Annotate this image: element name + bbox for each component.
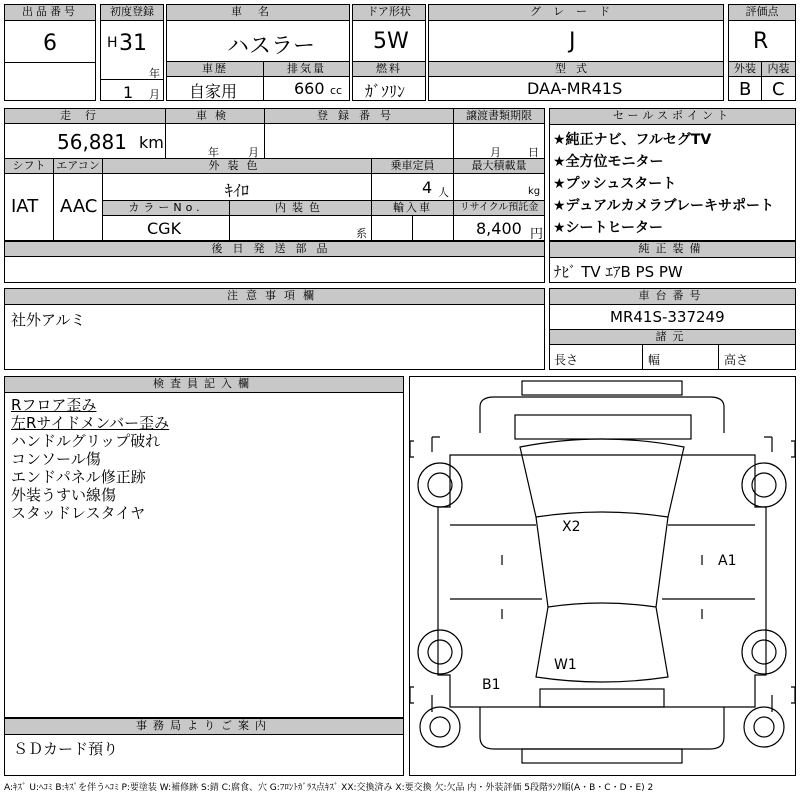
recycle: 8,400 <box>476 219 522 238</box>
equipment-box <box>549 241 796 283</box>
damage-mark-a1: A1 <box>718 553 737 569</box>
seats-unit: 人 <box>438 186 449 199</box>
inspector-item: エンドパネル修正跡 <box>11 468 146 486</box>
first-reg-box <box>100 4 164 101</box>
car-name-box <box>166 4 350 62</box>
inspector-item: 左Rサイドメンバー歪み <box>11 414 170 432</box>
sales-item: ★デュアルカメラブレーキサポート <box>553 198 775 214</box>
inspection-label: 車検 <box>165 108 265 124</box>
notes-box <box>4 288 545 370</box>
displacement-cell <box>263 76 350 101</box>
damage-legend: A:ｷｽﾞ U:ﾍｺﾐ B:ｷｽﾞを伴うﾍｺﾐ P:要塗装 W:補修跡 S:錆 C:腐食、穴 G:ﾌﾛﾝﾄｶﾞﾗｽ点ｷｽﾞ XX:交換済み X:要交換 欠:欠品 内・外装評価 5段階ﾗﾝｸ順(A・B・C・D・E) 2 <box>4 783 654 793</box>
transfer-label: 譲渡書類期限 <box>453 108 545 124</box>
int-label: 内装 <box>761 61 796 77</box>
reg-no-cell <box>264 123 454 159</box>
recycle-unit: 円 <box>530 227 544 241</box>
ac-cell <box>53 173 103 241</box>
damage-mark-w1: W1 <box>554 657 577 673</box>
chassis-box <box>549 288 796 370</box>
displacement-label: 排気量 <box>263 61 350 77</box>
ext-score: B <box>739 79 752 100</box>
transfer-day-unit: 日 <box>528 146 539 159</box>
color-no: CGK <box>147 219 182 238</box>
int-score: C <box>772 79 785 100</box>
car-name: ハスラー <box>227 34 316 59</box>
insp-month-unit: 月 <box>248 146 259 159</box>
color: ｷｲﾛ <box>225 181 250 200</box>
later-parts-cell <box>4 256 545 283</box>
lot-label: 出品番号 <box>5 5 95 21</box>
import-cell <box>371 215 413 241</box>
grade-box <box>428 4 724 62</box>
load-cell <box>453 173 545 201</box>
equipment-value: ﾅﾋﾞ TV ｴｱB PS PW <box>554 263 683 281</box>
sales-item: ★全方位モニター <box>553 154 664 170</box>
damage-mark-b1: B1 <box>482 677 501 693</box>
chassis-number: MR41S-337249 <box>610 308 725 326</box>
lot-box <box>4 4 96 101</box>
shift-label: シフト <box>4 158 54 174</box>
int-color-unit: 系 <box>356 227 367 240</box>
car-outline-svg <box>410 377 795 775</box>
office-value: ＳＤカード預り <box>13 740 119 758</box>
first-reg-label: 初度登録 <box>101 5 163 21</box>
color-cell <box>102 173 372 201</box>
recycle-cell <box>453 215 545 241</box>
color-label: 外装色 <box>102 158 372 174</box>
sales-item: ★純正ナビ、フルセグTV <box>553 132 712 148</box>
load-unit: kg <box>528 186 541 197</box>
later-parts-label: 後日発送部品 <box>4 241 545 257</box>
displacement-unit: cc <box>330 84 343 97</box>
seats-cell <box>371 173 454 201</box>
score-box <box>728 4 796 62</box>
reg-month-unit: 月 <box>149 88 160 101</box>
office-box <box>4 718 404 776</box>
door-label: ドア形状 <box>353 5 425 21</box>
int-cell <box>761 76 796 101</box>
grade: J <box>569 29 576 54</box>
inspector-item: ハンドルグリップ破れ <box>11 432 161 450</box>
car-diagram <box>409 376 796 776</box>
displacement: 660 <box>294 79 325 98</box>
history-cell <box>166 76 264 101</box>
inspector-box <box>4 376 404 718</box>
int-color-cell <box>229 215 372 241</box>
ext-cell <box>728 76 762 101</box>
color-no-cell <box>102 215 230 241</box>
sales-box <box>549 108 796 241</box>
fuel: ｶﾞｿﾘﾝ <box>365 82 406 101</box>
seats: 4 <box>422 178 433 197</box>
color-no-label: カラーNo. <box>102 200 230 216</box>
sales-list <box>553 129 774 239</box>
sales-item: ★プッシュスタート <box>553 176 677 192</box>
lot-number: 6 <box>43 31 57 56</box>
score: R <box>753 29 769 54</box>
model-label: 型式 <box>428 61 724 77</box>
ac-label: エアコン <box>53 158 103 174</box>
reg-year-unit: 年 <box>149 67 160 80</box>
notes-value: 社外アルミ <box>11 311 86 329</box>
equipment-label: 純正装備 <box>550 242 795 258</box>
inspection-cell <box>165 123 265 159</box>
mileage: 56,881 <box>57 130 127 154</box>
office-label: 事務局よりご案内 <box>5 719 403 735</box>
era: H <box>107 35 118 51</box>
fuel-cell <box>352 76 426 101</box>
history: 自家用 <box>189 82 238 101</box>
inspector-item: コンソール傷 <box>11 450 101 468</box>
spec-width: 幅 <box>648 353 661 367</box>
mileage-unit: km <box>139 133 164 152</box>
reg-month: 1 <box>123 83 134 102</box>
specs-label: 諸元 <box>550 330 795 345</box>
seats-label: 乗車定員 <box>371 158 454 174</box>
shift: IAT <box>11 196 39 217</box>
ac: AAC <box>60 196 98 217</box>
recycle-label: リサイクル預託金 <box>453 200 545 216</box>
load-label: 最大積載量 <box>453 158 545 174</box>
model-cell <box>428 76 724 101</box>
sales-label: セールスポイント <box>550 109 795 125</box>
score-label: 評価点 <box>729 5 795 21</box>
insp-year-unit: 年 <box>208 146 219 159</box>
fuel-label: 燃料 <box>352 61 426 77</box>
inspector-list <box>11 396 169 522</box>
reg-no-label: 登録番号 <box>264 108 454 124</box>
inspector-item: 外装うすい線傷 <box>11 486 117 504</box>
mileage-cell <box>4 123 166 159</box>
spec-length: 長さ <box>554 353 579 367</box>
transfer-cell <box>453 123 545 159</box>
int-color-label: 内装色 <box>229 200 372 216</box>
notes-label: 注意事項欄 <box>5 289 544 305</box>
reg-year: 31 <box>119 31 147 56</box>
model: DAA-MR41S <box>527 79 623 98</box>
damage-mark-x2: X2 <box>562 519 581 535</box>
transfer-month-unit: 月 <box>490 146 501 159</box>
spec-height: 高さ <box>724 353 749 367</box>
car-name-label: 車名 <box>167 5 349 21</box>
inspector-label: 検査員記入欄 <box>5 377 403 393</box>
inspector-item: スタッドレスタイヤ <box>11 504 146 522</box>
ext-label: 外装 <box>728 61 762 77</box>
chassis-label: 車台番号 <box>550 289 795 305</box>
sales-item: ★シートヒーター <box>553 220 663 236</box>
import-label: 輸入車 <box>371 200 454 216</box>
shift-cell <box>4 173 54 241</box>
import-cell-2 <box>412 215 454 241</box>
mileage-label: 走行 <box>4 108 166 124</box>
grade-label: グレード <box>429 5 723 21</box>
history-label: 車歴 <box>166 61 264 77</box>
inspector-item: Rフロア歪み <box>11 396 97 414</box>
door-box <box>352 4 426 62</box>
door: 5W <box>373 29 409 54</box>
